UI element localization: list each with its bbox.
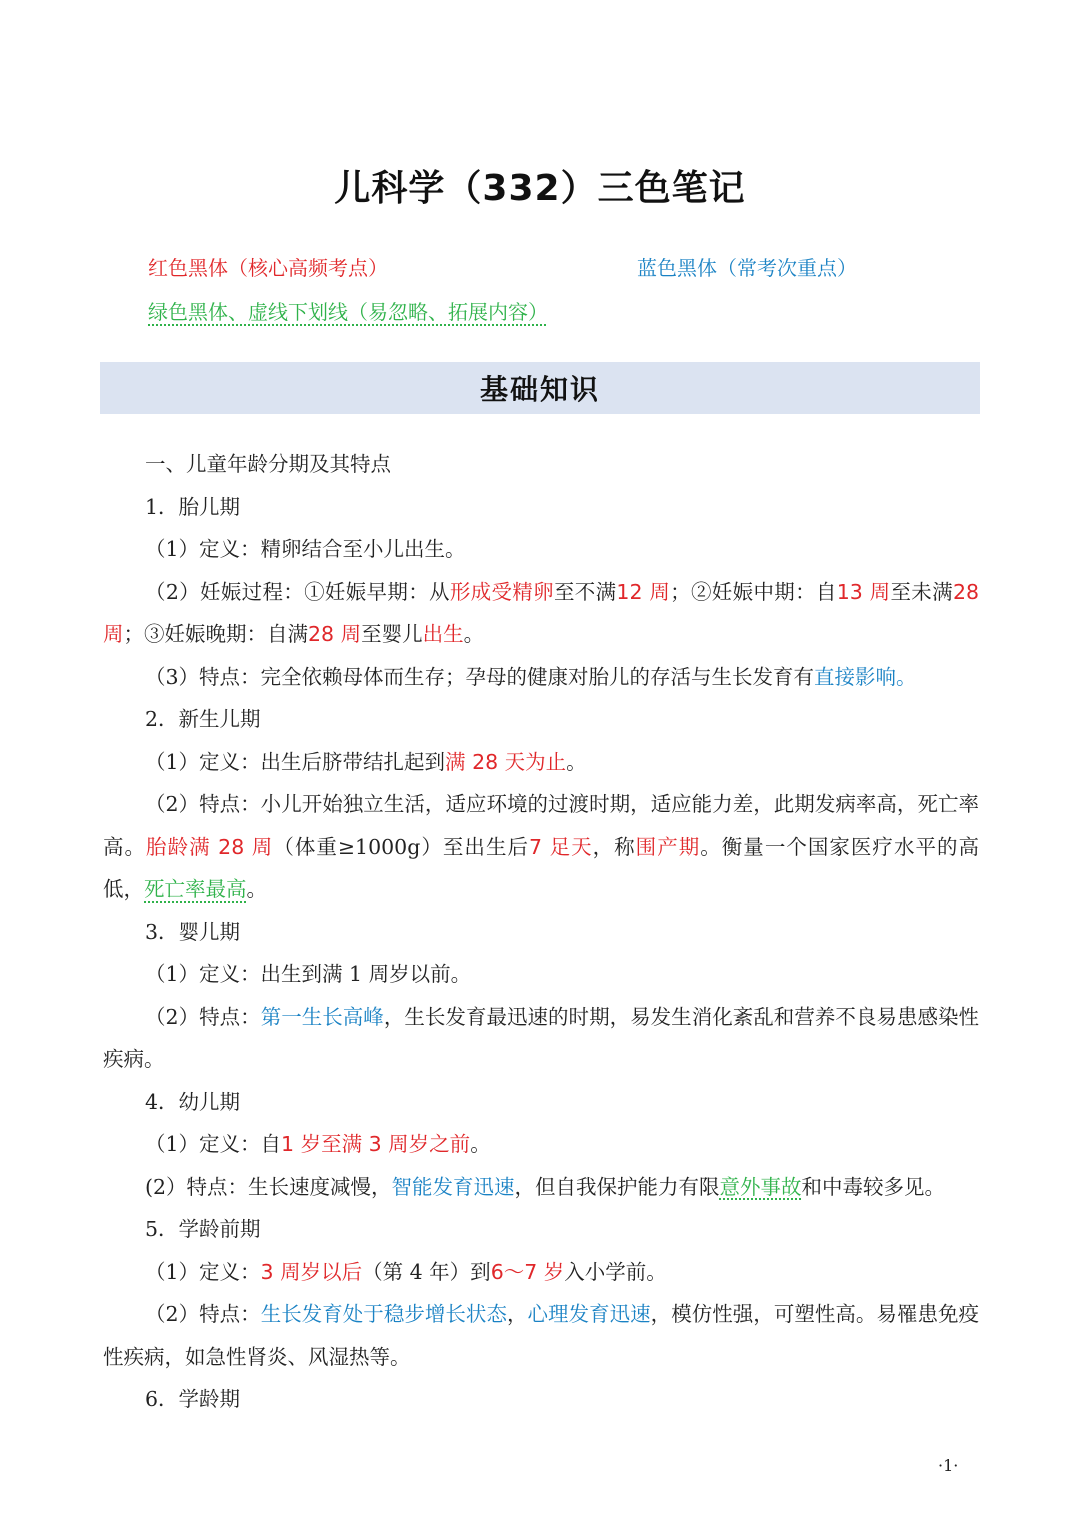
subheading-infancy: 3．婴儿期 <box>145 919 241 944</box>
subheading-fetal: 1．胎儿期 <box>145 494 241 519</box>
page-number: ·1· <box>938 1456 959 1475</box>
section-header <box>100 362 980 414</box>
paragraph-infancy-definition: （1）定义：出生到满 1 周岁以前。 <box>145 962 472 986</box>
paragraph-toddler-definition: （1）定义：自1 岁至满 3 周岁之前。 <box>145 1132 491 1156</box>
subheading-neonatal: 2．新生儿期 <box>145 707 261 731</box>
document-body <box>103 443 979 1421</box>
legend-blue: 蓝色黑体（常考次重点） <box>637 256 857 280</box>
heading-age-stages: 一、儿童年龄分期及其特点 <box>145 452 391 476</box>
paragraph-neonatal-definition: （1）定义：出生后脐带结扎起到满 28 天为止。 <box>145 749 587 774</box>
legend-green: 绿色黑体、虚线下划线（易忽略、拓展内容） <box>148 300 548 324</box>
paragraph-preschool-definition: （1）定义：3 周岁以后（第 4 年）到6～7 岁入小学前。 <box>145 1259 667 1284</box>
legend-red: 红色黑体（核心高频考点） <box>148 256 388 280</box>
paragraph-fetal-process: （2）妊娠过程：①妊娠早期：从形成受精卵至不满12 周；②妊娠中期：自13 周至未满28 周；③妊娠晚期：自满28 周至婴儿出生。 <box>103 579 980 646</box>
paragraph-preschool-features: （2）特点：生长发育处于稳步增长状态，心理发育迅速，模仿性强，可塑性高。易罹患免疫性疾病，如急性肾炎、风湿热等。 <box>103 1302 980 1369</box>
subheading-school-age: 6．学龄期 <box>145 1387 241 1411</box>
paragraph-toddler-features: (2）特点：生长速度减慢，智能发育迅速，但自我保护能力有限意外事故和中毒较多见。 <box>145 1174 946 1199</box>
paragraph-neonatal-features: （2）特点：小儿开始独立生活，适应环境的过渡时期，适应能力差，此期发病率高，死亡率高。胎龄满 28 周（体重≥1000g）至出生后7 足天，称围产期。衡量一个国家医疗水平的高低，死亡率最高。 <box>103 792 980 901</box>
paragraph-fetal-definition: （1）定义：精卵结合至小儿出生。 <box>145 537 466 561</box>
subheading-preschool: 5．学龄前期 <box>145 1217 261 1241</box>
paragraph-fetal-features: （3）特点：完全依赖母体而生存；孕母的健康对胎儿的存活与生长发育有直接影响。 <box>145 664 917 689</box>
section-title: 基础知识 <box>479 373 600 406</box>
paragraph-infancy-features: （2）特点：第一生长高峰，生长发育最迅速的时期，易发生消化紊乱和营养不良易患感染性疾病。 <box>103 1004 980 1071</box>
subheading-toddler: 4．幼儿期 <box>145 1089 241 1114</box>
page-title: 儿科学（332）三色笔记 <box>334 168 746 209</box>
